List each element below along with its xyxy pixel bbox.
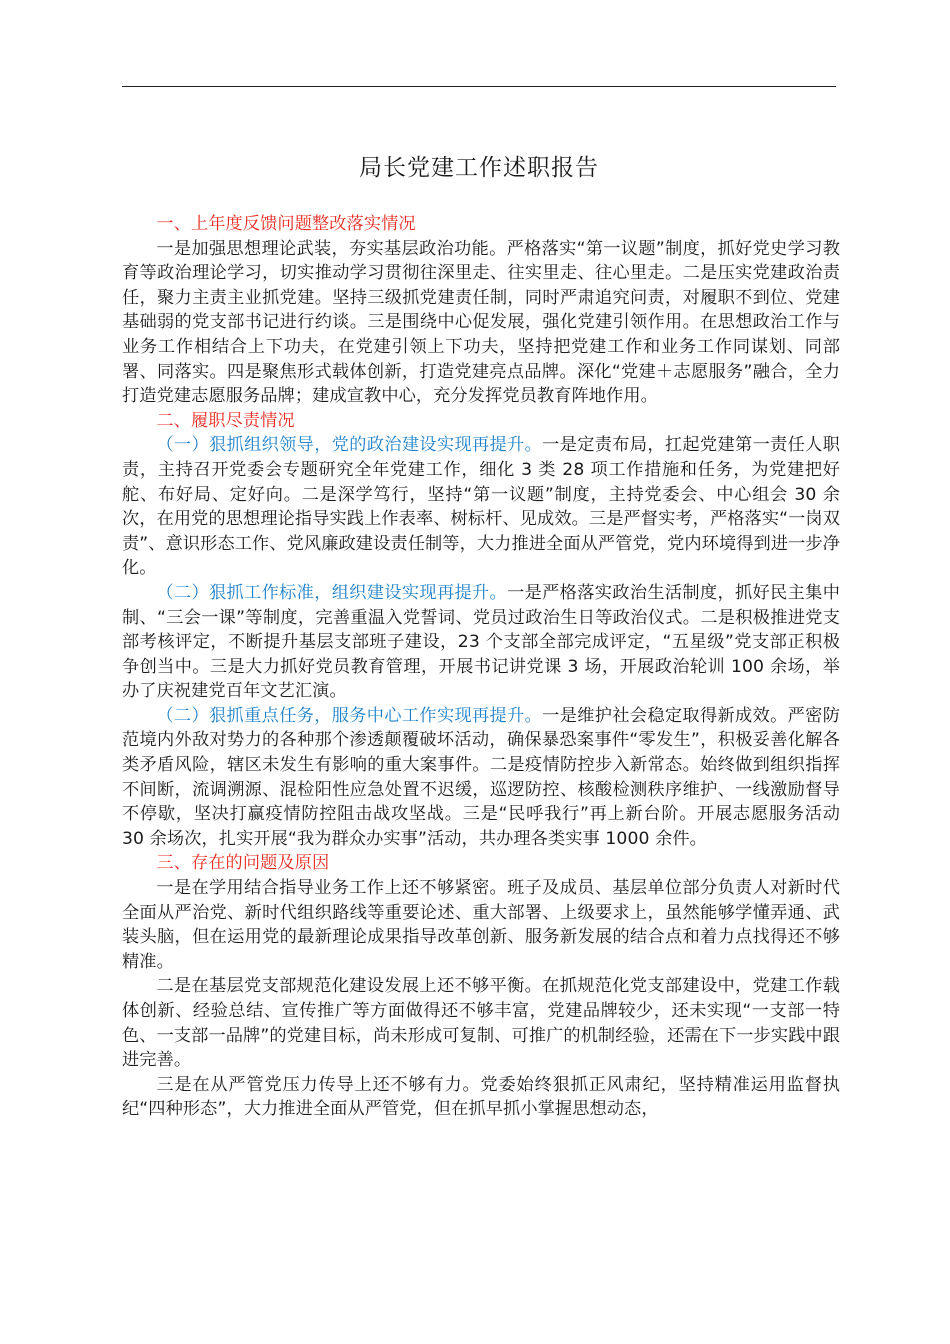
item-2-text: 一是严格落实政治生活制度，抓好民主集中制、“三会一课”等制度，完善重温入党誓词、党员过政治生日等政治仪式。二是积极推进党支部考核评定，不断提升基层支部班子建设，23 个支部全部完成评定，“五星级”党支部正积极争创当中。三是大力抓好党员教育管理，开展书记讲党课 3 场，开展政治轮训 100 余场，举办了庆祝建党百年文艺汇演。 (122, 582, 840, 702)
section-heading-2: 二、履职尽责情况 (156, 410, 295, 431)
section-heading-3: 三、存在的问题及原因 (156, 853, 330, 874)
item-1-lead: （一）狠抓组织领导，党的政治建设实现再提升。 (156, 435, 543, 456)
section-3-paragraph-2: 二是在基层党支部规范化建设发展上还不够平衡。在抓规范化党支部建设中，党建工作载体创新、经验总结、宣传推广等方面做得还不够丰富，党建品牌较少，还未实现“一支部一特色、一支部一品牌”的党建目标，尚未形成可复制、可推广的机制经验，还需在下一步实践中跟进完善。 (122, 976, 840, 1071)
section-3-paragraph-1: 一是在学用结合指导业务工作上还不够紧密。班子及成员、基层单位部分负责人对新时代全面从严治党、新时代组织路线等重要论述、重大部署、上级要求上，虽然能够学懂弄通、武装头脑，但在运用党的最新理论成果指导改革创新、服务新发展的结合点和着力点找得还不够精准。 (122, 878, 840, 972)
section-1-paragraph-1: 一是加强思想理论武装，夯实基层政治功能。严格落实“第一议题”制度，抓好党史学习教育等政治理论学习，切实推动学习贯彻往深里走、往实里走、往心里走。二是压实党建政治责任，聚力主责主业抓党建。坚持三级抓党建责任制，同时严肃追究问责，对履职不到位、党建基础弱的党支部书记进行约谈。三是围绕中心促发展，强化党建引领作用。在思想政治工作与业务工作相结合上下功夫，在党建引领上下功夫，坚持把党建工作和业务工作同谋划、同部署、同落实。四是聚焦形式载体创新，打造党建亮点品牌。深化“党建＋志愿服务”融合，全力打造党建志愿服务品牌；建成宣教中心，充分发挥党员教育阵地作用。 (122, 238, 840, 407)
header-rule (122, 86, 836, 87)
section-2-item-3 (122, 704, 840, 852)
item-2-lead: （二）狠抓工作标准，组织建设实现再提升。 (156, 582, 508, 603)
item-1-text: 一是定责布局，扛起党建第一责任人职责，主持召开党委会专题研究全年党建工作，细化 3 类 28 项工作措施和任务，为党建把好舵、布好局、定好向。二是深学笃行，坚持“第一议题”制度，主持党委会、中心组会 30 余次，在用党的思想理论指导实践上作表率、树标杆、见成效。三是严督实考，严格落实“一岗双责”、意识形态工作、党风廉政建设责任制等，大力推进全面从严管党，党内环境得到进一步净化。 (122, 435, 840, 579)
document-title: 局长党建工作述职报告 (359, 155, 599, 181)
section-2-item-2 (122, 581, 840, 704)
section-2-item-1 (122, 433, 840, 581)
document-body (122, 212, 840, 1122)
section-heading-1: 一、上年度反馈问题整改落实情况 (156, 214, 416, 234)
item-3-text: 一是维护社会稳定取得新成效。严密防范境内外敌对势力的各种那个渗透颠覆破坏活动，确保暴恐案事件“零发生”，积极妥善化解各类矛盾风险，辖区未发生有影响的重大案事件。二是疫情防控步入新常态。始终做到组织指挥不间断，流调溯源、混检阳性应急处置不迟缓，巡逻防控、核酸检测秩序维护、一线激励督导不停歇，坚决打赢疫情防控阻击战攻坚战。三是“民呼我行”再上新台阶。开展志愿服务活动 30 余场次，扎实开展“我为群众办实事”活动，共办理各类实事 1000 余件。 (122, 705, 840, 849)
item-3-lead: （二）狠抓重点任务，服务中心工作实现再提升。 (156, 705, 543, 726)
section-3-paragraph-3: 三是在从严管党压力传导上还不够有力。党委始终狠抓正风肃纪，坚持精准运用监督执纪“四种形态”，大力推进全面从严管党，但在抓早抓小掌握思想动态， (122, 1074, 840, 1120)
